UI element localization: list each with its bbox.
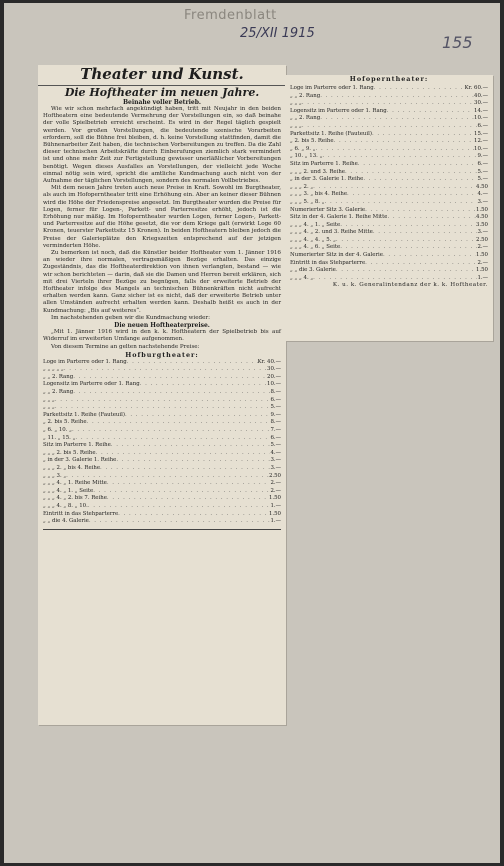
price-value: 1.—: [270, 502, 281, 509]
handwritten-page-number: 155: [442, 33, 473, 52]
price-value: 5.—: [477, 176, 488, 183]
price-value: 3.50: [475, 221, 488, 228]
price-row: [285, 252, 493, 260]
price-label: „ „ „ 5. „ 8. „: [290, 198, 325, 205]
leader-dots: [325, 199, 478, 207]
price-row: [38, 518, 286, 526]
price-row: [38, 381, 286, 389]
leader-dots: [387, 108, 474, 116]
leader-dots: [96, 450, 271, 458]
leader-dots: [75, 435, 270, 443]
leader-dots: [387, 214, 476, 222]
price-label: „ „ die 3. Galerie: [290, 267, 336, 274]
paragraph: Zu bemerken ist noch, daß die Künstler beider Hoftheater vom 1. Jänner 1916 an wieder ihre normalen, vertragsmäßigen Bezüge erhalten. Das einzige Zugeständnis, das die Hoftheaterdirektion von ihnen verlangten, bestand — wie wir schon berichteten — darin, daß sie die Damen und Herren bereit erklären, sich mit drei Vierteln ihrer Bezüge zu begnügen, falls der erweiterte Betrieb der Hoftheater infolge des Mangels an technischen Bühnenkräften nicht aufrecht erhalten werden kann. Ganz sicher ist es nicht, daß der erweiterte Betrieb unter allen Umständen aufrecht erhalten werden kann. Deshalb heißt es auch in der Kundmachung: „Bis auf weiteres“.: [43, 250, 281, 314]
newspaper-clipping-side: [285, 75, 493, 341]
price-value: Kr. 60.—: [464, 85, 488, 91]
price-value: 1.50: [475, 252, 488, 259]
price-value: 3.—: [270, 465, 281, 472]
price-label: „ in der 3. Galerie 1. Reihe: [43, 457, 117, 464]
price-row: [285, 214, 493, 222]
price-row: [285, 237, 493, 245]
leader-dots: [363, 176, 477, 184]
leader-dots: [107, 495, 269, 503]
price-row: [38, 435, 286, 443]
leader-dots: [313, 184, 476, 192]
leader-dots: [118, 511, 269, 519]
price-list-title: Die neuen Hoftheaterpreise.: [114, 322, 210, 330]
leader-dots: [73, 374, 267, 382]
price-row: [38, 488, 286, 496]
price-value: 6.—: [477, 122, 488, 129]
price-value: 3.—: [477, 198, 488, 205]
price-row: [38, 397, 286, 405]
price-value: 4.50: [475, 214, 488, 221]
price-value: 30.—: [474, 100, 488, 107]
price-value: 40.—: [474, 92, 488, 99]
terms-line: Von diesem Termine an gelten nachstehende Preise:: [51, 343, 200, 350]
leader-dots: [313, 275, 477, 283]
price-label: „ „ „ 3. „ bis 4. Reihe: [290, 191, 348, 198]
price-value: 1.50: [268, 510, 281, 517]
price-row: [285, 199, 493, 207]
leader-dots: [358, 161, 478, 169]
price-label: „ „ „ 4. „ 4. „ 5. „: [290, 236, 336, 243]
price-row: [285, 85, 493, 93]
oper-price-list: [285, 85, 493, 282]
leader-dots: [116, 457, 270, 465]
price-row: [285, 244, 493, 252]
price-row: [285, 161, 493, 169]
price-value: 5.—: [270, 442, 281, 449]
price-row: [285, 222, 493, 230]
price-label: Loge im Parterre oder 1. Rang: [290, 85, 374, 91]
price-row: [285, 207, 493, 215]
leader-dots: [373, 229, 478, 237]
price-value: Kr. 40.—: [257, 358, 281, 365]
price-value: 30.—: [267, 366, 281, 373]
price-row: [285, 169, 493, 177]
price-label: Parkettsitz 1. Reihe (Fauteuil): [290, 130, 372, 137]
price-row: [38, 389, 286, 397]
divider: [43, 529, 281, 530]
price-value: 10.—: [267, 381, 281, 388]
price-row: [285, 131, 493, 139]
price-value: 12.—: [474, 138, 488, 145]
price-label: Sitz in der 4. Galerie 1. Reihe Mitte: [290, 214, 388, 221]
price-value: 2.—: [270, 480, 281, 487]
price-row: [285, 146, 493, 154]
leader-dots: [320, 93, 474, 101]
price-label: „ „ „ 4. „ 1. „ Seite: [43, 487, 94, 494]
price-row: [38, 503, 286, 511]
price-value: 2.50: [475, 236, 488, 243]
price-row: [285, 123, 493, 131]
leader-dots: [334, 138, 475, 146]
price-label: „ „ „ 4. „ 8. „ 10.: [43, 502, 88, 509]
price-label: „ „ „: [43, 404, 55, 411]
intro-line: Im nachstehenden geben wir die Kundmachung wieder:: [51, 314, 210, 321]
price-row: [38, 419, 286, 427]
price-value: 2.—: [270, 487, 281, 494]
leader-dots: [372, 131, 474, 139]
article-subtitle: Die Hoftheater im neuen Jahre.: [64, 86, 260, 99]
announcement-block: [38, 329, 286, 351]
article-body: [38, 106, 286, 322]
price-value: 1.50: [475, 206, 488, 213]
leader-dots: [336, 267, 476, 275]
price-value: 1.50: [268, 495, 281, 502]
price-row: [285, 184, 493, 192]
price-row: [285, 115, 493, 123]
price-label: „ „ „: [290, 100, 302, 107]
leader-dots: [66, 473, 269, 481]
price-label: „ 2. bis 5. Reihe: [43, 419, 87, 426]
page-header: [4, 5, 500, 52]
price-row: [38, 374, 286, 382]
leader-dots: [322, 153, 477, 161]
price-value: 6.—: [270, 396, 281, 403]
leader-dots: [72, 427, 271, 435]
price-value: 8.—: [270, 389, 281, 396]
price-row: [285, 191, 493, 199]
price-value: 2.—: [477, 244, 488, 251]
price-row: [38, 404, 286, 412]
price-label: „ „ „: [290, 122, 302, 129]
leader-dots: [365, 260, 477, 268]
leader-dots: [125, 412, 271, 420]
price-row: [38, 511, 286, 519]
signature-line: K. u. k. Generalintendanz der k. k. Hoftheater.: [332, 282, 488, 289]
leader-dots: [127, 359, 258, 367]
price-value: 6.—: [477, 160, 488, 167]
leader-dots: [100, 465, 270, 473]
leader-dots: [73, 389, 270, 397]
price-label: Eintritt in das Stehparterre: [43, 510, 119, 517]
price-label: „ „ 2. Rang: [290, 115, 321, 122]
price-value: 3.—: [270, 457, 281, 464]
price-label: „ „ „ 2. „ bis 4. Reihe: [43, 465, 101, 472]
scrapbook-page: [4, 3, 500, 863]
price-value: 3.—: [477, 229, 488, 236]
price-value: 4.50: [475, 183, 488, 190]
price-label: Numerierter Sitz in der 4. Galerie: [290, 252, 383, 259]
price-label: „ 2. bis 5. Reihe: [290, 138, 334, 145]
price-row: [38, 465, 286, 473]
article-subline: Beinahe voller Betrieb.: [122, 99, 201, 106]
leader-dots: [340, 244, 477, 252]
price-label: Sitz im Parterre 1. Reihe: [290, 160, 358, 167]
leader-dots: [383, 252, 476, 260]
price-label: „ „ „ 2. „: [290, 183, 314, 190]
price-label: „ „ 2. Rang: [43, 373, 74, 380]
price-label: „ „ „ 4. „ 6. „ Seite: [290, 244, 341, 251]
price-value: 5.—: [477, 168, 488, 175]
price-label: „ in der 3. Galerie 1. Reihe: [290, 176, 364, 183]
price-label: Numerierter Sitz 3. Galerie: [290, 206, 366, 213]
burgtheater-price-list: [38, 359, 286, 526]
price-label: „ „ „ 4. „ 1. „ Seite: [290, 221, 341, 228]
leader-dots: [316, 146, 475, 154]
announcement: „Mit 1. Jänner 1916 wird in den k. k. Hoftheatern der Spielbetrieb bis auf Widerruf im erweiterten Umfange aufgenommen.: [43, 329, 281, 343]
leader-dots: [302, 123, 478, 131]
price-value: 7.—: [270, 427, 281, 434]
article-title: Theater und Kunst.: [38, 65, 286, 86]
price-label: „ „ 2. Rang: [290, 92, 321, 99]
price-row: [285, 138, 493, 146]
price-label: Logensitz im Parterre oder 1. Rang: [290, 107, 387, 114]
price-row: [38, 480, 286, 488]
price-value: 6.—: [270, 434, 281, 441]
price-label: Loge im Parterre oder 1. Rang: [43, 358, 127, 365]
price-row: [38, 359, 286, 367]
price-row: [285, 108, 493, 116]
leader-dots: [64, 366, 267, 374]
leader-dots: [93, 488, 270, 496]
oper-heading: Hofoperntheater:: [349, 75, 429, 83]
leader-dots: [89, 518, 271, 526]
newspaper-clipping-main: [38, 65, 286, 725]
price-value: 5.—: [270, 404, 281, 411]
price-row: [285, 153, 493, 161]
price-label: „ „ die 4. Galerie: [43, 518, 89, 525]
leader-dots: [320, 115, 474, 123]
leader-dots: [374, 85, 465, 93]
price-value: 8.—: [270, 419, 281, 426]
price-row: [38, 450, 286, 458]
price-label: „ „ „ 4. „: [290, 274, 314, 281]
price-row: [38, 457, 286, 465]
handwritten-date: 25/XII 1915: [240, 26, 315, 41]
leader-dots: [347, 191, 477, 199]
leader-dots: [340, 222, 476, 230]
price-row: [285, 93, 493, 101]
price-row: [285, 267, 493, 275]
price-label: „ 6. „ 10. „: [43, 427, 72, 434]
price-label: „ „ „ „ „: [43, 366, 64, 373]
price-label: „ 10. „ 13. „: [290, 153, 323, 160]
price-value: 1.—: [477, 274, 488, 281]
price-value: 14.—: [474, 107, 488, 114]
price-row: [285, 176, 493, 184]
leader-dots: [111, 442, 271, 450]
paragraph: Wie wir schon mehrfach angekündigt haben, tritt mit Neujahr in den beiden Hoftheatern eine bedeutende Vermehrung der Vorstellungen ein, so daß beinahe der volle Spielbetrieb erreicht erscheint. Es wird in der Regel täglich gespielt werden. Vor großen Vorstellungen, die bedeutende szenische Vorarbeiten erfordern, soll die Bühne frei bleiben, d. h. keine Vorstellung stattfinden, damit die Bühnenarbeiter Zeit haben, die technischen Vorbereitungen zu treffen. Da die Zahl dieser technischen Arbeitskräfte durch Einberufungen ziemlich stark vermindert ist und ohne mehr Zeit zur Fertigstellung gewisser unerläßlicher Vorbereitungen benötigt. Wegen dieses Ausfalles an Vorstellungen, der vielleicht jede Woche einmal nötig sein wird, spricht die amtliche Kundmachung auch nicht von der Aufnahme der täglichen Vorstellungen, sondern des normalen Vollbetriebes.: [43, 106, 281, 185]
leader-dots: [107, 480, 271, 488]
price-value: 4.—: [477, 191, 488, 198]
price-label: „ 6. „ 9. „: [290, 145, 316, 152]
price-value: 1.50: [475, 267, 488, 274]
price-label: „ 11. „ 15. „: [43, 434, 76, 441]
leader-dots: [140, 381, 267, 389]
price-label: „ „ „ 4. „ 2. und 3. Reihe Mitte: [290, 229, 373, 236]
price-label: Logensitz im Parterre oder 1. Rang: [43, 381, 140, 388]
price-row: [38, 495, 286, 503]
leader-dots: [302, 100, 474, 108]
price-row: [285, 100, 493, 108]
price-label: Eintritt in das Stehparterre: [290, 259, 366, 266]
price-label: „ „ „ 4. „ 2. bis 7. Reihe: [43, 495, 107, 502]
price-row: [285, 260, 493, 268]
price-label: „ „ „: [43, 396, 55, 403]
price-value: 4.—: [270, 449, 281, 456]
price-value: 9.—: [270, 411, 281, 418]
leader-dots: [336, 237, 476, 245]
price-label: Parkettsitz 1. Reihe (Fauteuil): [43, 411, 125, 418]
paragraph: Mit dem neuen Jahre treten auch neue Preise in Kraft. Sowohl im Burgtheater, als auch im Hofoperntheater tritt eine Erhöhung ein. Aber an keiner dieser Bühnen wird die Höhe der Friedenspreise angesetzt. Im Burgtheater wurden die Preise für Logen, ferner für Logen-, Parkett- und Parterresitze erhöht, jedoch ist die Erhöhung nur mäßig. Im Hofoperntheater wurden Logen, ferner Logen-, Parkett- und Parterresitze auf die Höhe gesetzt, die vor dem Kriege galt (erwirkt Loge 60 Kronen, teuerster Parkettsitz 15 Kronen). In beiden Hoftheatern bleiben jedoch die Preise der Galerieplätze den Kriegszeiten entsprechend auf der jetzigen verminderten Höhe.: [43, 185, 281, 249]
price-row: [285, 275, 493, 283]
price-value: 2.—: [477, 259, 488, 266]
price-value: 20.—: [267, 373, 281, 380]
price-row: [38, 473, 286, 481]
price-value: 10.—: [474, 115, 488, 122]
price-value: 2.50: [268, 472, 281, 479]
price-label: „ „ 2. Rang: [43, 389, 74, 396]
price-label: „ „ „ 4. „ 1. Reihe Mitte: [43, 480, 107, 487]
price-row: [38, 427, 286, 435]
price-label: „ „ „ 3. „: [43, 472, 67, 479]
price-label: „ „ „ 2. bis 5. Reihe: [43, 449, 96, 456]
price-row: [285, 229, 493, 237]
leader-dots: [87, 419, 271, 427]
journal-stamp: Fremdenblatt: [184, 8, 277, 23]
leader-dots: [365, 207, 476, 215]
price-value: 1.—: [270, 518, 281, 525]
price-value: 9.—: [477, 153, 488, 160]
price-value: 10.—: [474, 145, 488, 152]
price-label: „ „ „ 2. und 3. Reihe: [290, 168, 345, 175]
leader-dots: [55, 404, 271, 412]
leader-dots: [88, 503, 271, 511]
leader-dots: [55, 397, 271, 405]
burgtheater-heading: Hofburgtheater:: [125, 350, 199, 359]
price-row: [38, 366, 286, 374]
price-row: [38, 442, 286, 450]
leader-dots: [345, 169, 477, 177]
price-value: 15.—: [474, 130, 488, 137]
price-row: [38, 412, 286, 420]
price-label: Sitz im Parterre 1. Reihe: [43, 442, 111, 449]
